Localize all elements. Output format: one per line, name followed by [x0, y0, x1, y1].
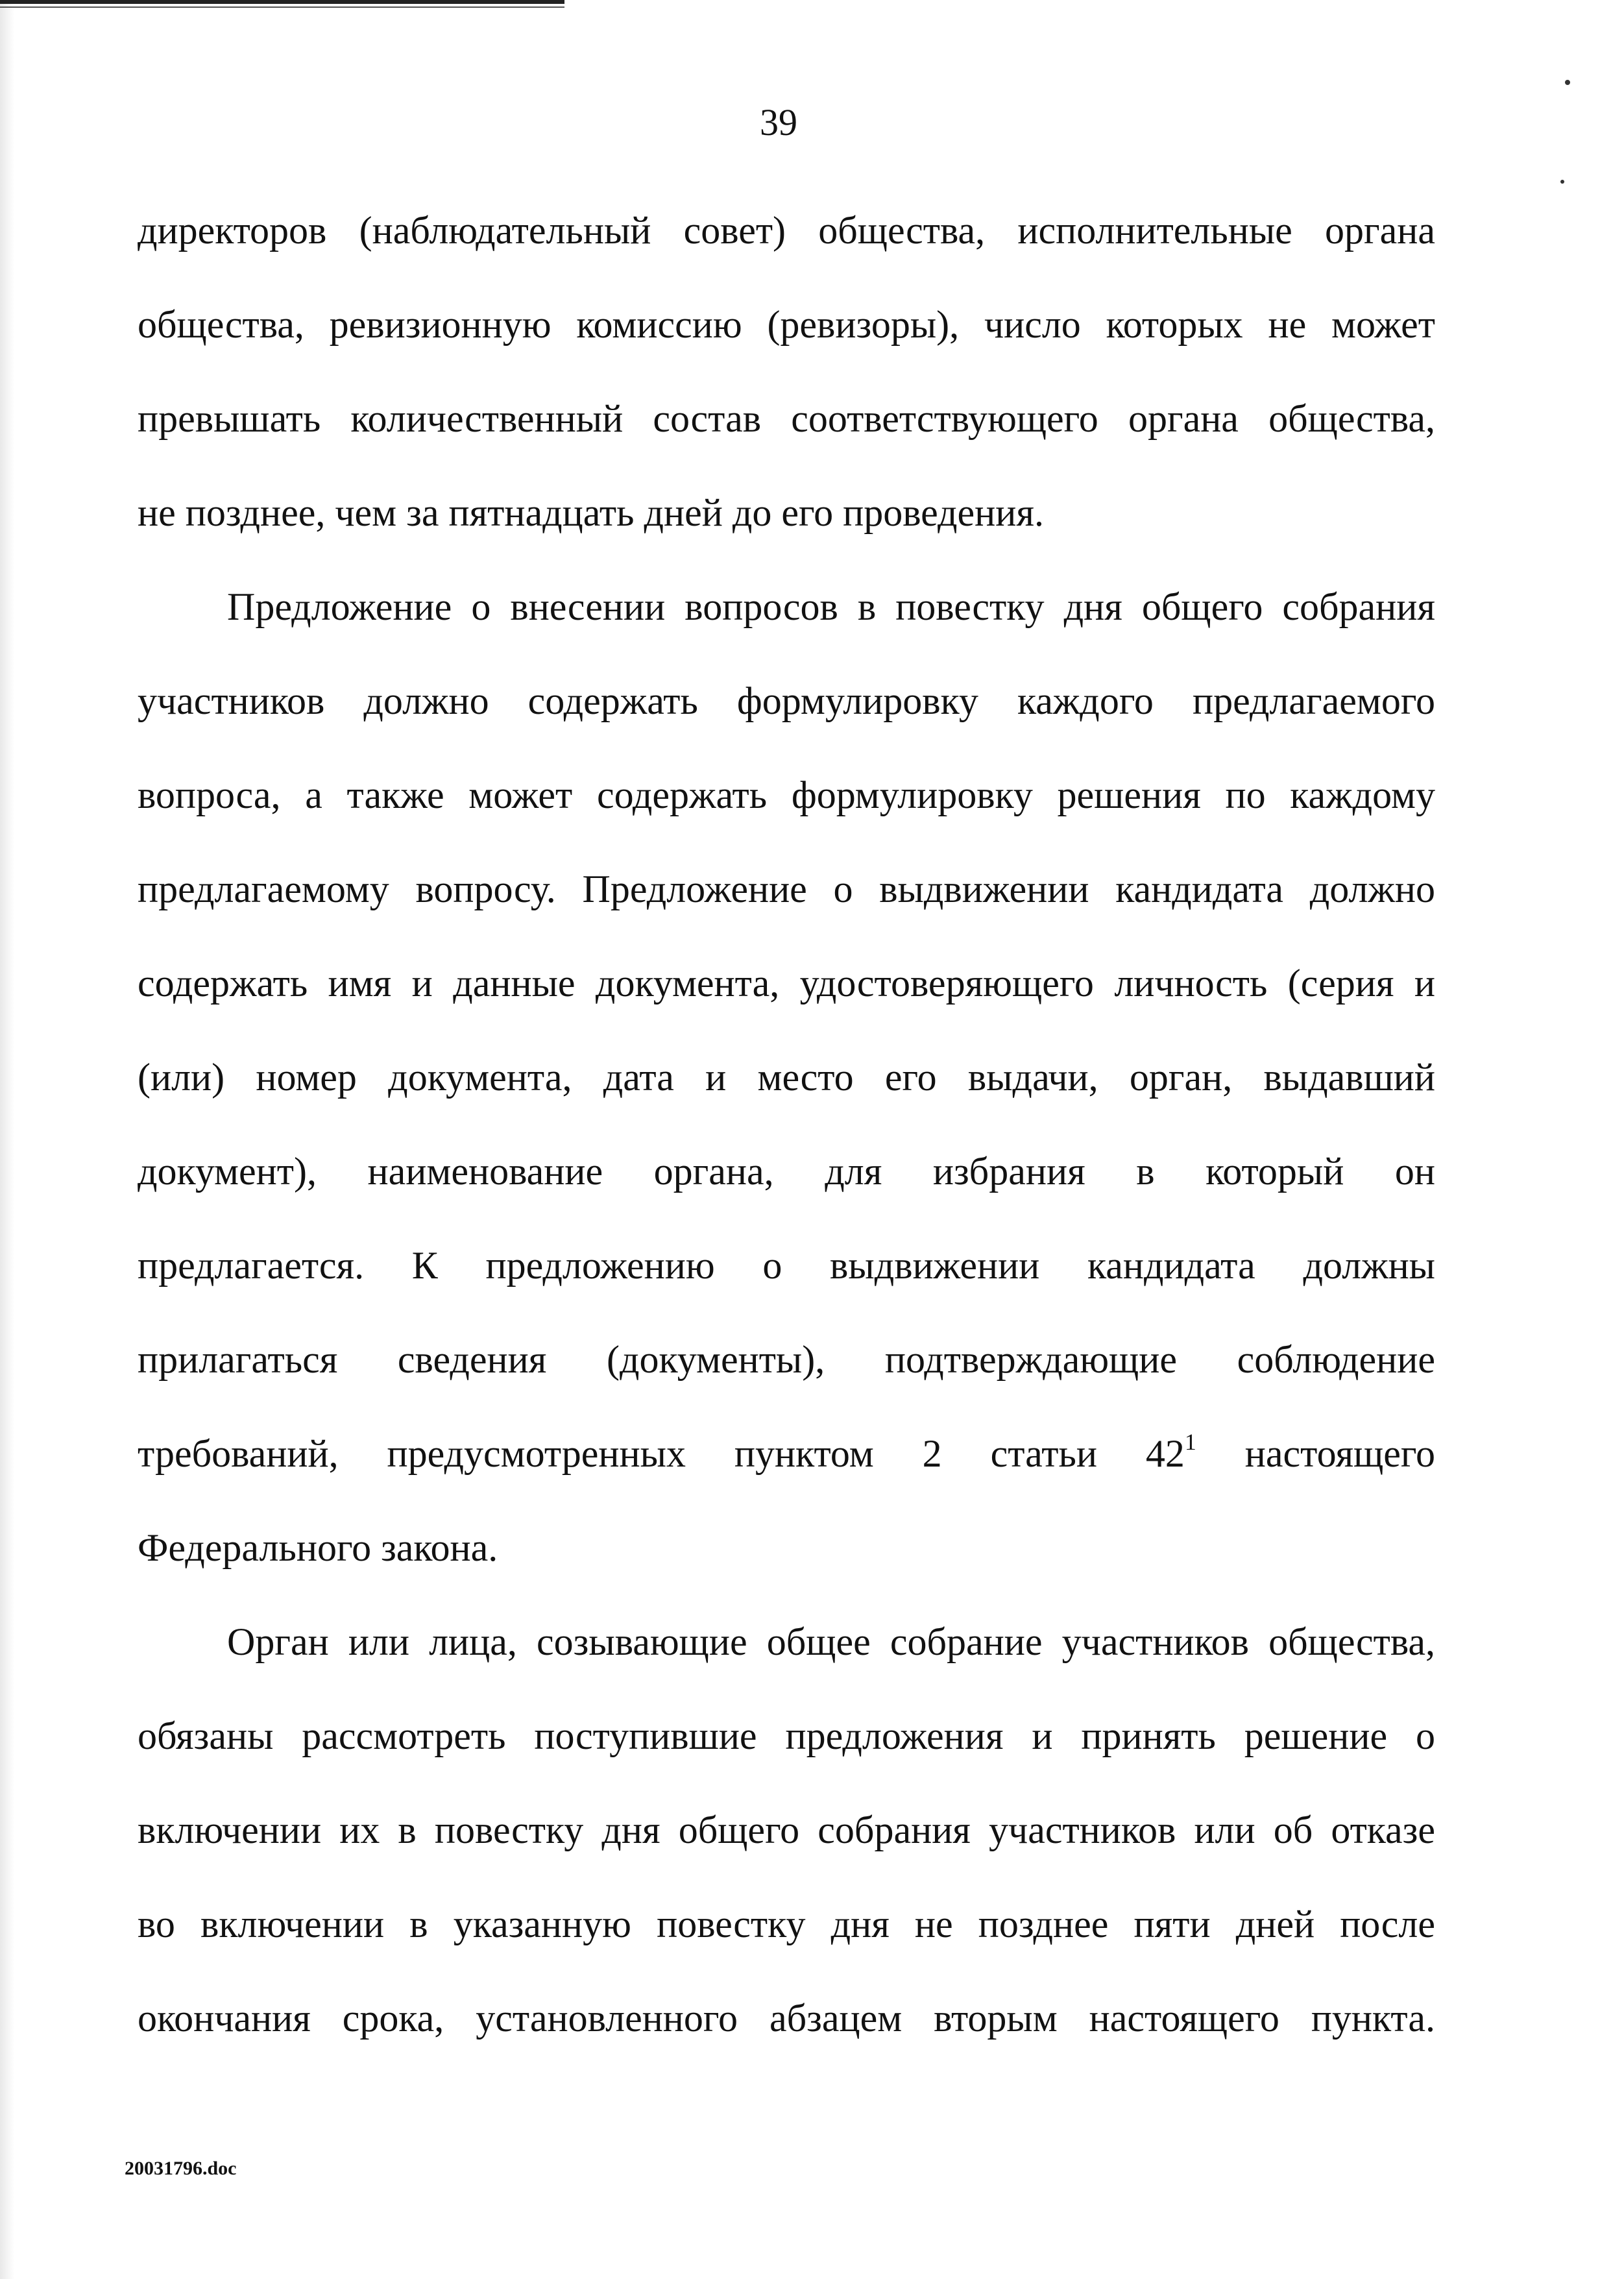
text-line: содержать имя и данные документа, удостоверяющего личность (серия и: [138, 962, 1435, 1005]
text-segment: настоящего: [1196, 1432, 1436, 1475]
text-line: вопроса, а также может содержать формулировку решения по каждому: [138, 774, 1435, 816]
text-segment: требований, предусмотренных пунктом 2 статьи 42: [138, 1432, 1185, 1475]
text-line: прилагаться сведения (документы), подтверждающие соблюдение: [138, 1338, 1435, 1381]
scan-speck: [1565, 80, 1570, 85]
page-number: 39: [760, 101, 797, 143]
text-line: Федерального закона.: [138, 1526, 498, 1569]
text-line: во включении в указанную повестку дня не позднее пяти дней после: [138, 1903, 1435, 1945]
text-line: директоров (наблюдательный совет) общества, исполнительные органа: [138, 209, 1435, 252]
paragraph-3: [138, 1595, 1435, 2066]
text-line: окончания срока, установленного абзацем вторым настоящего пункта.: [138, 1997, 1435, 2040]
text-line: превышать количественный состав соответствующего органа общества,: [138, 397, 1435, 440]
paragraph-2: [138, 560, 1435, 1595]
text-line-with-superscript: [138, 1407, 1435, 1501]
text-line: предлагаемому вопросу. Предложение о выдвижении кандидата должно: [138, 868, 1435, 910]
text-line: (или) номер документа, дата и место его выдачи, орган, выдавший: [138, 1056, 1435, 1099]
footer-file-name: 20031796.doc: [125, 2158, 237, 2179]
document-body: [138, 184, 1435, 2066]
text-line: участников должно содержать формулировку каждого предлагаемого: [138, 679, 1435, 722]
text-line: общества, ревизионную комиссию (ревизоры), число которых не может: [138, 303, 1435, 346]
text-line: предлагается. К предложению о выдвижении кандидата должны: [138, 1244, 1435, 1287]
paragraph-1: [138, 184, 1435, 560]
superscript: 1: [1184, 1429, 1196, 1455]
text-line: Орган или лица, созывающие общее собрание участников общества,: [227, 1620, 1435, 1663]
text-line: Предложение о внесении вопросов в повестку дня общего собрания: [227, 585, 1435, 628]
scan-top-rule: [0, 0, 564, 4]
text-line: включении их в повестку дня общего собрания участников или об отказе: [138, 1809, 1435, 1851]
scan-top-rule-thin: [0, 6, 564, 8]
text-line: не позднее, чем за пятнадцать дней до его проведения.: [138, 491, 1044, 534]
text-line: обязаны рассмотреть поступившие предложения и принять решение о: [138, 1714, 1435, 1757]
scan-edge-shadow: [0, 0, 14, 2279]
text-line: документ), наименование органа, для избрания в который он: [138, 1150, 1435, 1193]
scan-speck: [1560, 180, 1564, 184]
